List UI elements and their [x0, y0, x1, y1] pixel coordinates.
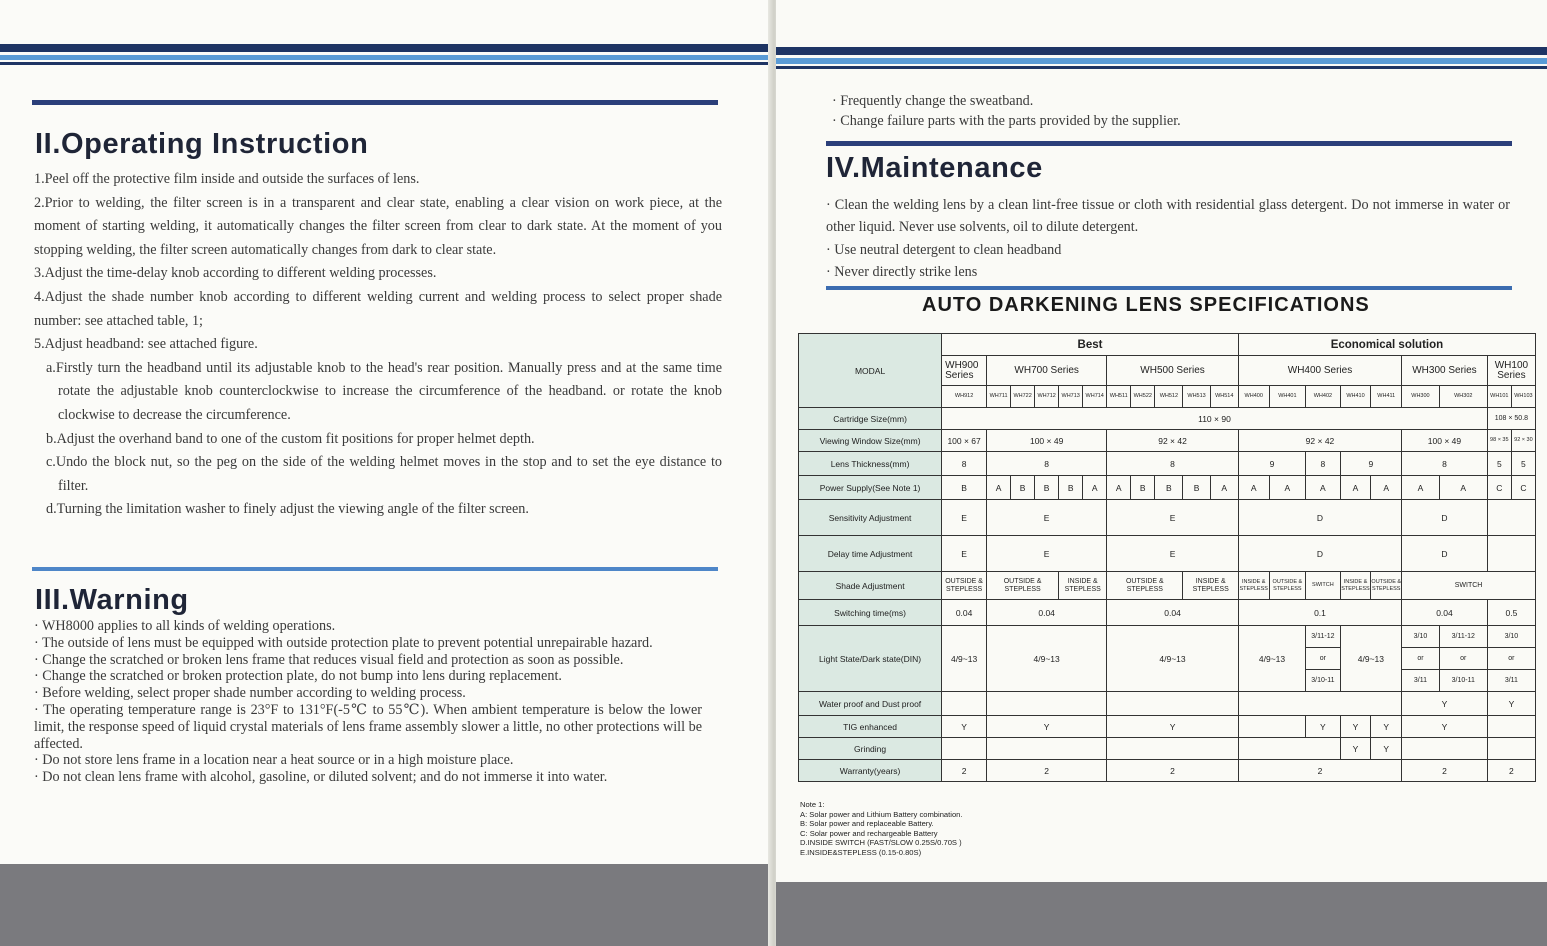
model-cell: WH712 [1035, 386, 1059, 408]
spec-cell [1238, 716, 1305, 738]
spec-table-title: AUTO DARKENING LENS SPECIFICATIONS [922, 294, 1370, 316]
model-cell: WH722 [1011, 386, 1035, 408]
series-cell: WH500 Series [1107, 356, 1239, 386]
spec-cell: 8 [942, 452, 987, 476]
note-line: A: Solar power and Lithium Battery combination. [800, 809, 963, 819]
spec-cell: E [942, 500, 987, 536]
model-cell: WH410 [1340, 386, 1371, 408]
spec-cell: A [987, 476, 1011, 500]
spec-row-grinding [799, 738, 1536, 760]
spec-cell: A [1306, 476, 1340, 500]
instruction-step: 4.Adjust the shade number knob according to different welding current and welding process to select proper shade number: see attached table, 1; [34, 288, 722, 329]
spec-cell: Y [1107, 716, 1239, 738]
spec-cell [942, 738, 987, 760]
spec-cell: OUTSIDE & STEPLESS [1269, 572, 1306, 600]
right-page [776, 0, 1547, 946]
spec-table [798, 333, 1536, 782]
spec-row-sensitivity [799, 500, 1536, 536]
spec-cell: A [1402, 476, 1440, 500]
spec-cell: Y [1371, 738, 1402, 760]
operating-instruction-title: II.Operating Instruction [35, 128, 369, 160]
row-label: Shade Adjustment [799, 572, 942, 600]
section-rule [32, 567, 718, 571]
spec-cell: Y [1402, 692, 1488, 716]
header-band-blue [0, 55, 773, 60]
spec-cell: or [1487, 648, 1535, 670]
spec-cell: C [1511, 476, 1535, 500]
spec-cell: or [1306, 648, 1340, 670]
spec-cell: 3/11-12 [1306, 626, 1340, 648]
spec-cell: 110 × 90 [942, 408, 1488, 430]
spec-cell: B [1059, 476, 1083, 500]
spec-row-tig [799, 716, 1536, 738]
spec-cell: 3/11-12 [1439, 626, 1487, 648]
spec-cell: 0.5 [1487, 600, 1535, 626]
spec-cell: Y [942, 716, 987, 738]
spec-cell: 98 × 35 [1487, 430, 1511, 452]
spec-cell: 0.04 [987, 600, 1107, 626]
spec-cell: 0.1 [1238, 600, 1401, 626]
model-cell: WH101 [1487, 386, 1511, 408]
spec-cell [1107, 738, 1239, 760]
spec-cell: 5 [1487, 452, 1511, 476]
warning-item: · Do not store lens frame in a location near a heat source or in a high moisture place. [34, 752, 514, 769]
spec-cell [1238, 738, 1340, 760]
warning-item: · Before welding, select proper shade number according to welding process. [34, 685, 466, 702]
instruction-step: 1.Peel off the protective film inside and outside the surfaces of lens. [34, 171, 420, 187]
model-cell: WH511 [1107, 386, 1131, 408]
maintenance-title: IV.Maintenance [826, 152, 1043, 184]
model-cell: WH411 [1371, 386, 1402, 408]
left-page [0, 0, 773, 946]
spec-cell: 92 × 42 [1238, 430, 1401, 452]
spec-row-warranty [799, 760, 1536, 782]
spec-cell [1107, 692, 1239, 716]
spec-cell: OUTSIDE & STEPLESS [987, 572, 1059, 600]
spec-cell: B [1155, 476, 1183, 500]
spec-row-cartridge [799, 408, 1536, 430]
spec-cell: 9 [1340, 452, 1402, 476]
model-cell: WH400 [1238, 386, 1269, 408]
spec-cell: 92 × 42 [1107, 430, 1239, 452]
spec-cell: E [987, 536, 1107, 572]
spec-cell: 3/11 [1402, 670, 1440, 692]
model-cell: WH402 [1306, 386, 1340, 408]
spec-cell: 100 × 49 [1402, 430, 1488, 452]
spec-cell: B [942, 476, 987, 500]
spec-cell: 4/9~13 [1107, 626, 1239, 692]
operating-instructions [34, 168, 722, 522]
spec-cell: B [1035, 476, 1059, 500]
footer-band [776, 882, 1547, 946]
model-cell: WH522 [1131, 386, 1155, 408]
spec-cell: 8 [1306, 452, 1340, 476]
spec-cell: 100 × 49 [987, 430, 1107, 452]
instruction-step: 2.Prior to welding, the filter screen is in a transparent and clear state, enabling a clear vision on work piece, at the moment of starting welding, it automatically changes the filter screen from clear to dark state. At the moment of you stopping welding, the filter screen automatically changes from dark to clear state. [34, 194, 722, 258]
spec-cell: OUTSIDE & STEPLESS [1371, 572, 1402, 600]
spec-group-row [799, 334, 1536, 356]
header-band-thin [0, 62, 773, 65]
spec-row-delay [799, 536, 1536, 572]
row-label: Delay time Adjustment [799, 536, 942, 572]
spec-cell: 8 [1402, 452, 1488, 476]
warning-item: · The outside of lens must be equipped with outside protection plate to prevent potential unrepairable hazard. [34, 634, 653, 651]
header-band-navy [0, 44, 773, 52]
note-line: B: Solar power and replaceable Battery. [800, 819, 934, 829]
spec-cell: Y [1487, 692, 1535, 716]
spec-cell: A [1083, 476, 1107, 500]
spec-cell: Y [1340, 738, 1371, 760]
spec-cell: B [1011, 476, 1035, 500]
warning-list [34, 618, 702, 786]
note-line: D.INSIDE SWITCH (FAST/SLOW 0.25S/0.70S ) [800, 838, 962, 848]
row-label: Light State/Dark state(DIN) [799, 626, 942, 692]
note-line: E.INSIDE&STEPLESS (0.15-0.80S) [800, 847, 922, 857]
section-rule [826, 286, 1512, 290]
spec-cell: 8 [987, 452, 1107, 476]
series-cell: WH300 Series [1402, 356, 1488, 386]
spec-cell: D [1238, 536, 1401, 572]
spec-cell: 2 [1402, 760, 1488, 782]
care-item: · Frequently change the sweatband. [832, 93, 1034, 109]
spec-cell: 4/9~13 [1238, 626, 1305, 692]
spec-cell: 4/9~13 [942, 626, 987, 692]
spec-cell: A [1340, 476, 1371, 500]
spec-notes [800, 800, 963, 858]
spec-cell: B [1131, 476, 1155, 500]
model-cell: WH513 [1183, 386, 1210, 408]
spec-cell: D [1238, 500, 1401, 536]
row-label: Warranty(years) [799, 760, 942, 782]
spec-cell: 2 [987, 760, 1107, 782]
maintenance-list [826, 194, 1510, 284]
spec-cell: 2 [1107, 760, 1239, 782]
spec-cell [987, 738, 1107, 760]
row-label: Switching time(ms) [799, 600, 942, 626]
note-line: Note 1: [800, 800, 825, 809]
spec-cell: Y [1402, 716, 1488, 738]
instruction-substep: c.Undo the block nut, so the peg on the side of the welding helmet moves in the stop and to set the eye distance to filter. [46, 454, 722, 494]
header-band-thin [776, 66, 1547, 69]
spec-cell: Y [1371, 716, 1402, 738]
model-cell: WH714 [1083, 386, 1107, 408]
spec-row-water [799, 692, 1536, 716]
spec-cell: C [1487, 476, 1511, 500]
header-band-blue [776, 58, 1547, 64]
spec-cell: INSIDE & STEPLESS [1183, 572, 1238, 600]
economical-group-header: Economical solution [1238, 334, 1535, 356]
note-line: C: Solar power and rechargeable Battery [800, 828, 938, 838]
spec-cell [1238, 692, 1401, 716]
spec-cell [1487, 536, 1535, 572]
spec-cell [942, 692, 987, 716]
spec-cell: 2 [1238, 760, 1401, 782]
spec-cell: 3/10 [1402, 626, 1440, 648]
spec-cell: OUTSIDE & STEPLESS [1107, 572, 1183, 600]
instruction-substep: b.Adjust the overhand band to one of the custom fit positions for proper helmet depth. [46, 430, 535, 447]
spec-cell: E [942, 536, 987, 572]
spec-row-viewing [799, 430, 1536, 452]
spec-row-switching [799, 600, 1536, 626]
spec-cell [1487, 716, 1535, 738]
section-rule [826, 141, 1512, 146]
row-label: Viewing Window Size(mm) [799, 430, 942, 452]
model-cell: WH302 [1439, 386, 1487, 408]
row-label: Water proof and Dust proof [799, 692, 942, 716]
spec-cell: E [1107, 500, 1239, 536]
series-cell: WH900 Series [942, 356, 987, 386]
spec-cell: B [1183, 476, 1210, 500]
row-label: Lens Thickness(mm) [799, 452, 942, 476]
instruction-step: 5.Adjust headband: see attached figure. [34, 336, 258, 353]
model-cell: WH912 [942, 386, 987, 408]
spec-cell: 3/10-11 [1306, 670, 1340, 692]
spec-cell: 4/9~13 [987, 626, 1107, 692]
spec-cell: INSIDE & STEPLESS [1238, 572, 1269, 600]
spec-cell: 3/11 [1487, 670, 1535, 692]
spec-cell: 2 [1487, 760, 1535, 782]
spec-cell: or [1402, 648, 1440, 670]
spec-cell: D [1402, 536, 1488, 572]
spec-cell: SWITCH [1306, 572, 1340, 600]
spec-cell: A [1238, 476, 1269, 500]
modal-label: MODAL [799, 334, 942, 408]
maintenance-item: · Clean the welding lens by a clean lint-free tissue or cloth with residential glass detergent. Do not immerse in water or other liquid. Never use solvents, oil to dilute detergent. [826, 197, 1510, 236]
model-cell: WH514 [1210, 386, 1238, 408]
spec-cell: Y [1340, 716, 1371, 738]
spec-cell: 8 [1107, 452, 1239, 476]
spec-row-power [799, 476, 1536, 500]
model-cell: WH103 [1511, 386, 1535, 408]
care-list [832, 92, 1512, 131]
header-band-navy [776, 47, 1547, 55]
spec-cell: 0.04 [942, 600, 987, 626]
spec-cell: Y [987, 716, 1107, 738]
row-label: TIG enhanced [799, 716, 942, 738]
spec-cell: 108 × 50.8 [1487, 408, 1535, 430]
instruction-step: 3.Adjust the time-delay knob according to different welding processes. [34, 265, 437, 282]
spec-cell: 5 [1511, 452, 1535, 476]
spec-cell: or [1439, 648, 1487, 670]
model-cell: WH401 [1269, 386, 1306, 408]
footer-band [0, 864, 773, 946]
spec-cell: 0.04 [1107, 600, 1239, 626]
spec-cell: 3/10-11 [1439, 670, 1487, 692]
spec-cell: A [1371, 476, 1402, 500]
spec-cell: INSIDE & STEPLESS [1340, 572, 1371, 600]
care-item: · Change failure parts with the parts provided by the supplier. [832, 112, 1181, 129]
section-rule [32, 100, 718, 105]
spec-cell [1402, 738, 1488, 760]
spec-cell: A [1439, 476, 1487, 500]
maintenance-item: · Use neutral detergent to clean headband [826, 241, 1062, 258]
spec-cell: OUTSIDE & STEPLESS [942, 572, 987, 600]
model-cell: WH512 [1155, 386, 1183, 408]
model-cell: WH711 [987, 386, 1011, 408]
spec-cell: 92 × 30 [1511, 430, 1535, 452]
spec-cell: E [987, 500, 1107, 536]
instruction-substep: a.Firstly turn the headband until its adjustable knob to the head's rear position. Manually press and at the same time rotate the adjustable knob counterclockwise to increase the circumference of the headband. or rotate the knob clockwise to decrease the circumference. [46, 359, 722, 423]
warning-item: · Do not clean lens frame with alcohol, gasoline, or diluted solvent; and do not immerse it into water. [34, 769, 608, 786]
warning-item: · The operating temperature range is 23°F to 131°F(-5℃ to 55℃). When ambient temperature is below the lower limit, the response speed of liquid crystal materials of lens frame assembly slower a little, no other protections will be affected. [34, 701, 702, 752]
series-cell: WH400 Series [1238, 356, 1401, 386]
spec-cell: 0.04 [1402, 600, 1488, 626]
spec-cell: A [1269, 476, 1306, 500]
spec-cell: SWITCH [1402, 572, 1536, 600]
spec-cell: A [1210, 476, 1238, 500]
warning-item: · Change the scratched or broken lens frame that reduces visual field and protection as soon as possible. [34, 651, 624, 668]
series-cell: WH100 Series [1487, 356, 1535, 386]
spec-cell: 3/10 [1487, 626, 1535, 648]
spec-cell: 9 [1238, 452, 1305, 476]
spec-cell: Y [1306, 716, 1340, 738]
spec-row-shade [799, 572, 1536, 600]
spec-cell [1487, 500, 1535, 536]
row-label: Sensitivity Adjustment [799, 500, 942, 536]
warning-item: · WH8000 applies to all kinds of welding operations. [34, 618, 336, 634]
spec-cell [987, 692, 1107, 716]
spec-cell: 100 × 67 [942, 430, 987, 452]
instruction-substep: d.Turning the limitation washer to finely adjust the viewing angle of the filter screen. [46, 501, 529, 518]
maintenance-item: · Never directly strike lens [826, 264, 978, 281]
warning-item: · Change the scratched or broken protection plate, do not bump into lens during replacement. [34, 668, 562, 685]
spec-cell: 4/9~13 [1340, 626, 1402, 692]
series-cell: WH700 Series [987, 356, 1107, 386]
model-cell: WH713 [1059, 386, 1083, 408]
row-label: Power Supply(See Note 1) [799, 476, 942, 500]
row-label: Cartridge Size(mm) [799, 408, 942, 430]
spec-cell: INSIDE & STEPLESS [1059, 572, 1107, 600]
model-cell: WH300 [1402, 386, 1440, 408]
spec-cell [1487, 738, 1535, 760]
warning-title: III.Warning [35, 584, 189, 616]
spec-row-lens [799, 452, 1536, 476]
best-group-header: Best [942, 334, 1239, 356]
spec-cell: 2 [942, 760, 987, 782]
row-label: Grinding [799, 738, 942, 760]
spec-row-light-a [799, 626, 1536, 648]
spec-cell: E [1107, 536, 1239, 572]
spec-cell: A [1107, 476, 1131, 500]
spec-cell: D [1402, 500, 1488, 536]
